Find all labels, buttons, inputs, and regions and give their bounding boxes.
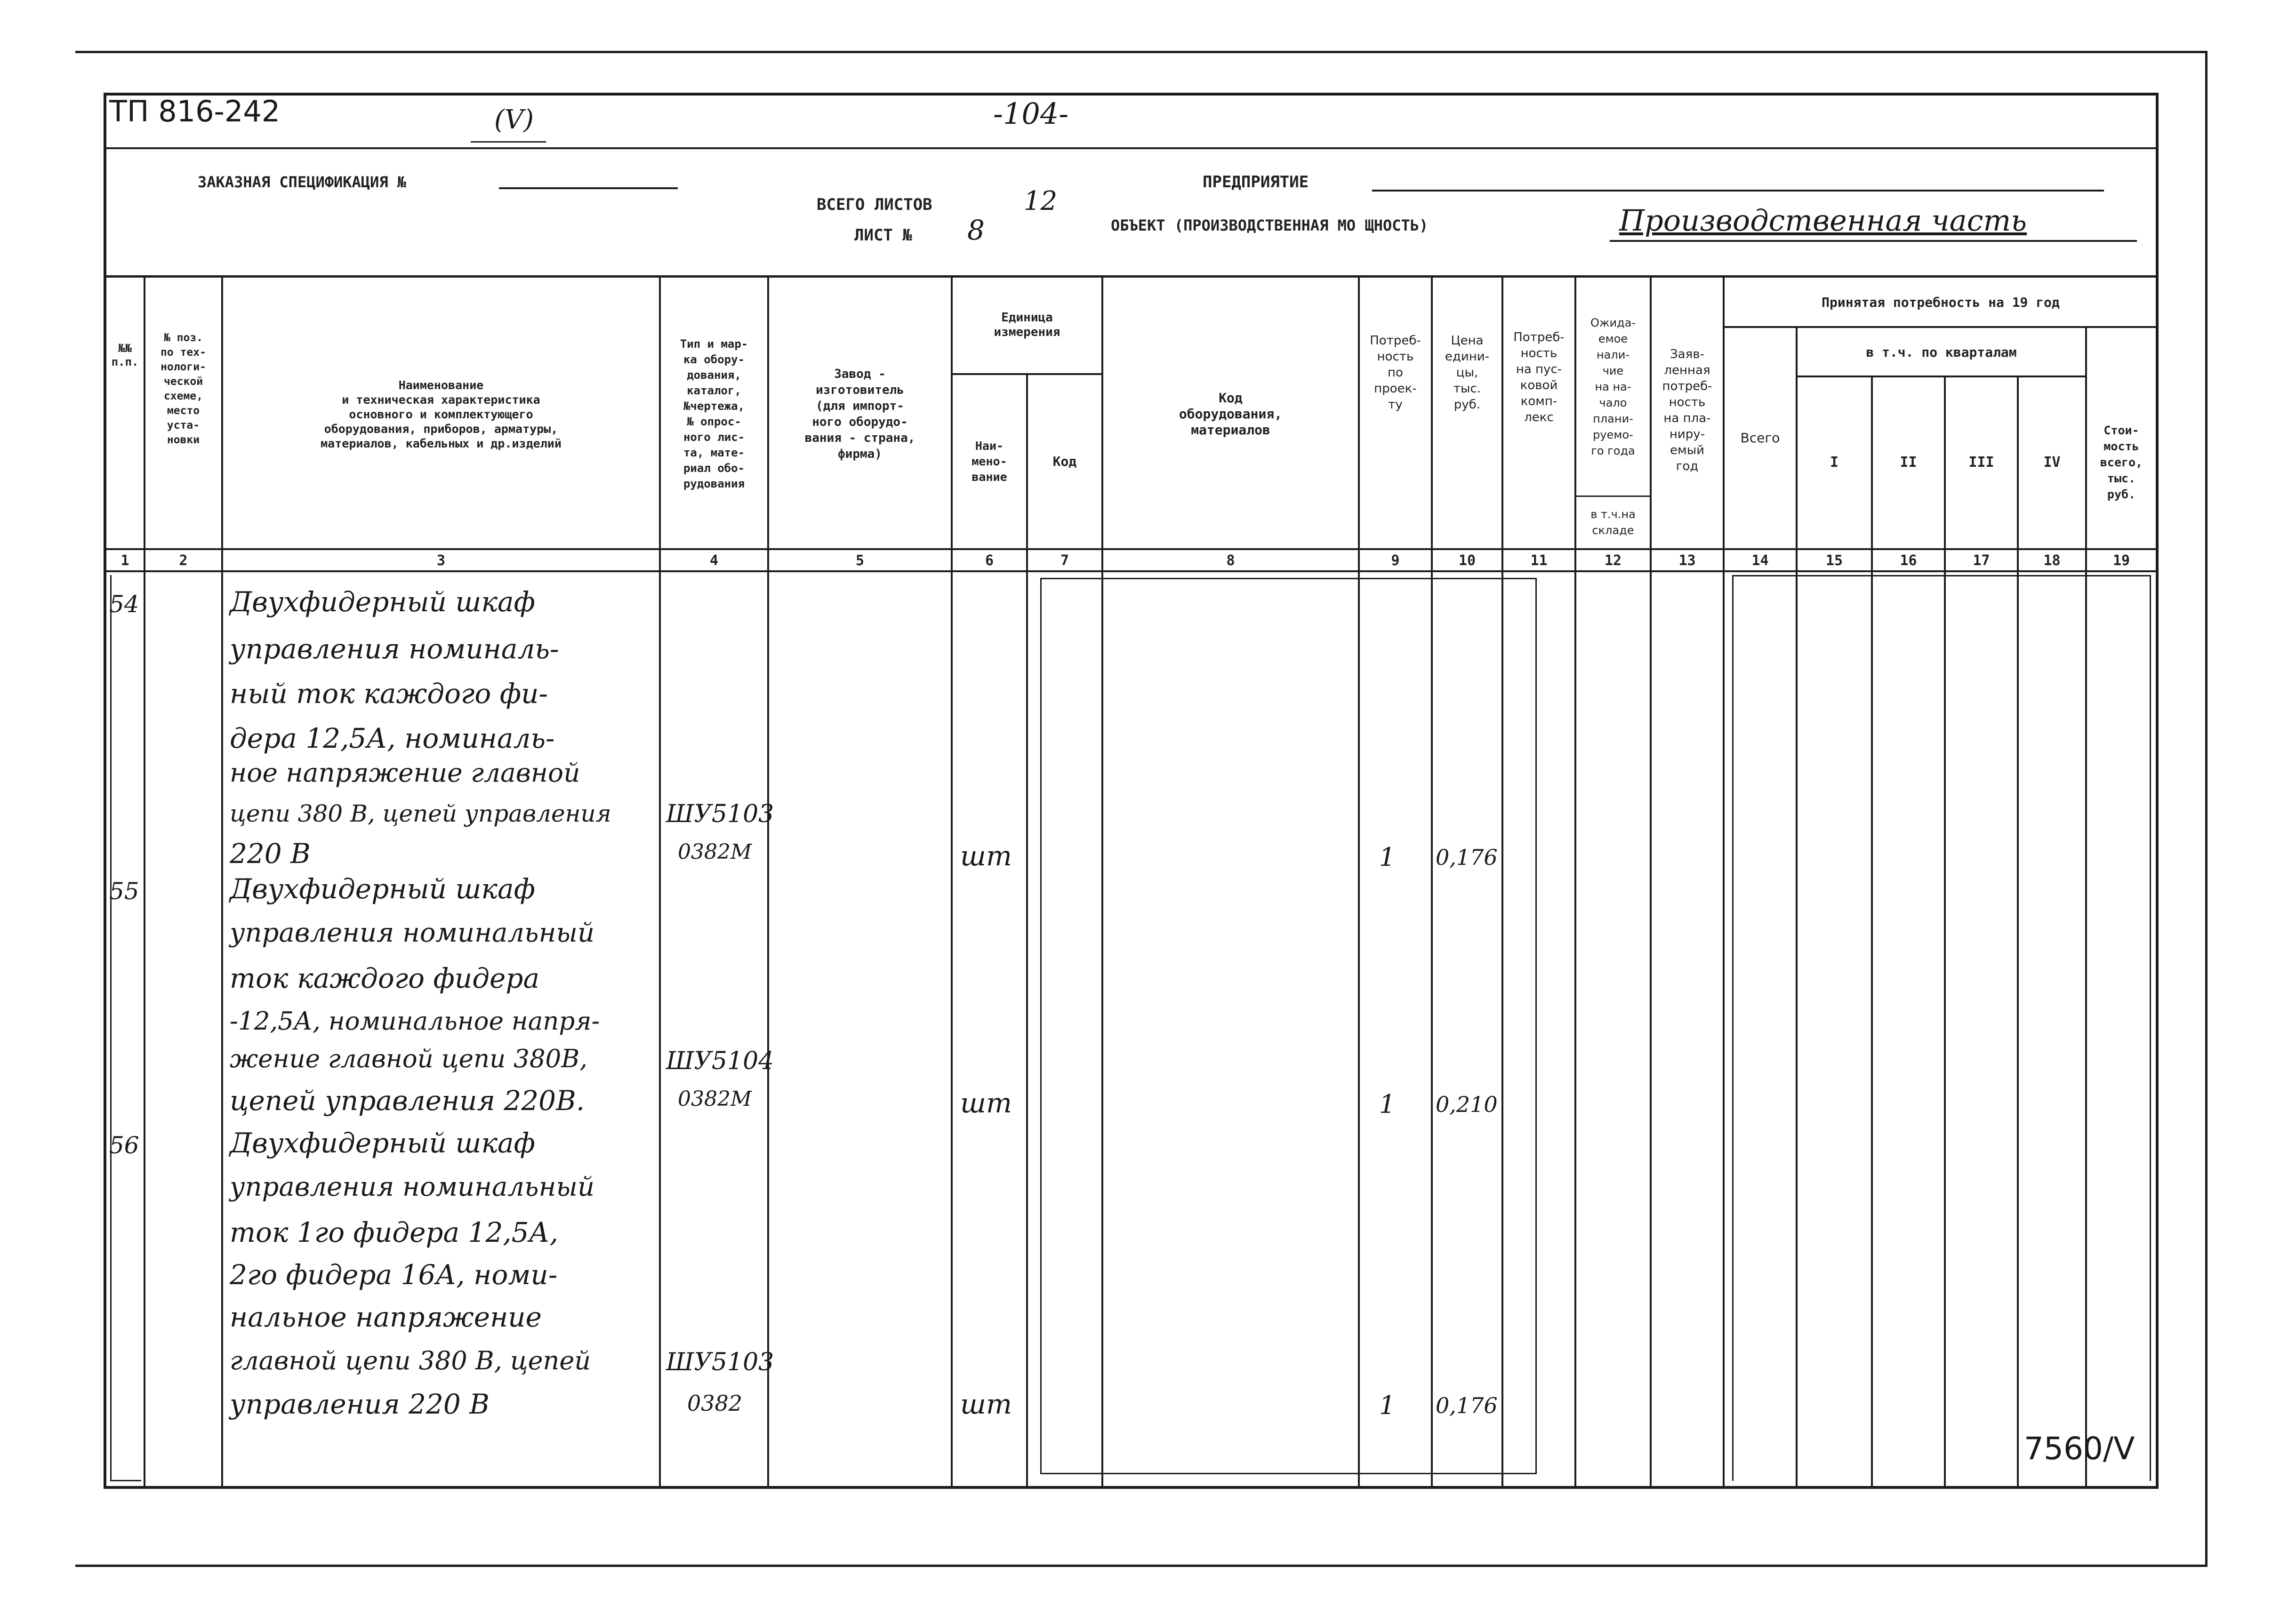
header-col-10: Цена едини- цы, тыс. руб. [1445,334,1490,412]
item-name-line: управления номинальный [230,1172,595,1202]
item-price: 0,176 [1436,845,1498,870]
volume-mark: (V) [494,104,534,135]
header-quarters-group: в т.ч. по кварталам [1866,344,2017,360]
header-col-6: Наи- мено- вание [971,439,1007,484]
header-col-3: Наименование и техническая характеристика основного и комплектующего оборудования, приборов, арматуры, материалов, кабельных и др.изделий [321,378,562,450]
item-name-line: нальное напряжение [230,1301,542,1333]
column-number: 7 [1060,552,1069,569]
column-number: 6 [985,552,994,569]
item-unit: шт [960,1087,1012,1119]
column-number: 12 [1604,552,1622,569]
header-col-12-bottom: в т.ч.на складе [1590,508,1636,537]
item-name-line: ток каждого фидера [230,962,540,994]
footer-stamp: 7560/V [2024,1430,2135,1467]
column-number: 11 [1530,552,1548,569]
column-number: 5 [855,552,865,569]
page-number: -104- [993,96,1069,131]
item-name-line: главной цепи 380 В, цепей [230,1346,591,1375]
item-name-line: управления номиналь- [230,633,559,665]
item-type-line: 0382 [687,1390,743,1416]
object-label: ОБЪЕКТ (ПРОИЗВОДСТВЕННАЯ МО ЩНОСТЬ) [1111,216,1429,234]
header-col-2: № поз. по тех- нологи- ческой схеме, место уста- новки [161,332,206,446]
item-price: 0,210 [1436,1092,1498,1117]
item-name-line: ток 1го фидера 12,5А, [230,1216,559,1248]
item-name-line: Двухфидерный шкаф [230,586,536,618]
header-col-14: Всего [1740,430,1780,446]
item-qty: 1 [1379,842,1396,872]
item-name-line: Двухфидерный шкаф [230,1127,536,1159]
header-unit-group: Единица измерения [994,311,1060,339]
column-number: 13 [1678,552,1696,569]
item-type-line: ШУ5103 [666,1348,774,1376]
column-number: 18 [2043,552,2061,569]
header-col-9: Потреб- ность по проек- ту [1370,334,1421,412]
item-qty: 1 [1379,1089,1396,1119]
header-col-8: Код оборудования, материалов [1179,390,1283,438]
header-col-13: Заяв- ленная потреб- ность на пла- ниру- емый год [1662,347,1712,473]
spec-label: ЗАКАЗНАЯ СПЕЦИФИКАЦИЯ № [198,173,407,191]
item-name-line: жение главной цепи 380В, [230,1045,588,1073]
header-need-group: Принятая потребность на 19 год [1822,294,2060,310]
item-name-line: -12,5А, номинальное напря- [230,1007,600,1036]
header-col-4: Тип и мар- ка обору- дования, каталог, №чертежа, № опрос- ного лис- та, мате- риал обо- рудования [680,337,748,490]
item-name-line: Двухфидерный шкаф [230,873,536,905]
item-name-line: дера 12,5А, номиналь- [230,722,555,754]
column-number: 17 [1973,552,1990,569]
item-name-line: 2го фидера 16А, номи- [230,1259,558,1291]
header-col-17: III [1968,454,1994,471]
item-type-line: ШУ5104 [666,1047,774,1075]
sheet-label: ЛИСТ № [854,226,912,245]
item-name-line: ный ток каждого фи- [230,678,548,710]
item-type-line: 0382М [678,1087,752,1111]
column-number: 2 [179,552,188,569]
column-number: 9 [1391,552,1400,569]
enterprise-label: ПРЕДПРИЯТИЕ [1203,173,1309,192]
header-col-16: II [1900,454,1917,471]
item-name-line: цепи 380 В, цепей управления [230,800,611,827]
row-number: 54 [109,591,139,618]
header-col-1: №№ п.п. [111,342,139,368]
header-col-5: Завод - изготовитель (для импорт- ного оборудо- вания - страна, фирма) [804,367,915,461]
header-col-18: IV [2043,454,2061,471]
sheet-value: 8 [967,214,985,246]
column-number: 19 [2112,552,2130,569]
item-unit: шт [960,840,1012,872]
header-col-15: I [1830,454,1839,471]
column-number: 16 [1900,552,1917,569]
column-number: 15 [1825,552,1843,569]
column-number: 4 [709,552,719,569]
header-col-12-top: Ожида- емое нали- чие на на- чало плани- руемо- го года [1590,316,1636,457]
item-name-line: управления номинальный [230,918,595,948]
item-name-line: ное напряжение главной [230,758,580,788]
item-price: 0,176 [1436,1393,1498,1418]
item-type-line: ШУ5103 [666,800,774,828]
column-number: 1 [120,552,129,569]
item-type-line: 0382М [678,840,752,864]
column-number: 3 [436,552,446,569]
item-qty: 1 [1379,1390,1396,1420]
total-sheets-label: ВСЕГО ЛИСТОВ [817,195,932,214]
object-value: Производственная часть [1619,203,2027,238]
header-col-19: Стои- мость всего, тыс. руб. [2100,423,2143,501]
header-col-7: Код [1052,453,1077,469]
total-sheets-value: 12 [1024,186,1058,216]
column-number: 8 [1226,552,1235,569]
item-name-line: управления 220 В [230,1388,490,1420]
row-number: 56 [109,1132,139,1159]
column-number: 10 [1458,552,1476,569]
header-col-11: Потреб- ность на пус- ковой комп- лекс [1513,330,1565,424]
item-unit: шт [960,1388,1012,1420]
column-number: 14 [1751,552,1769,569]
item-name-line: 220 В [230,838,311,870]
row-number: 55 [109,878,139,905]
item-name-line: цепей управления 220В. [230,1085,585,1117]
tp-number: ТП 816-242 [109,94,281,128]
